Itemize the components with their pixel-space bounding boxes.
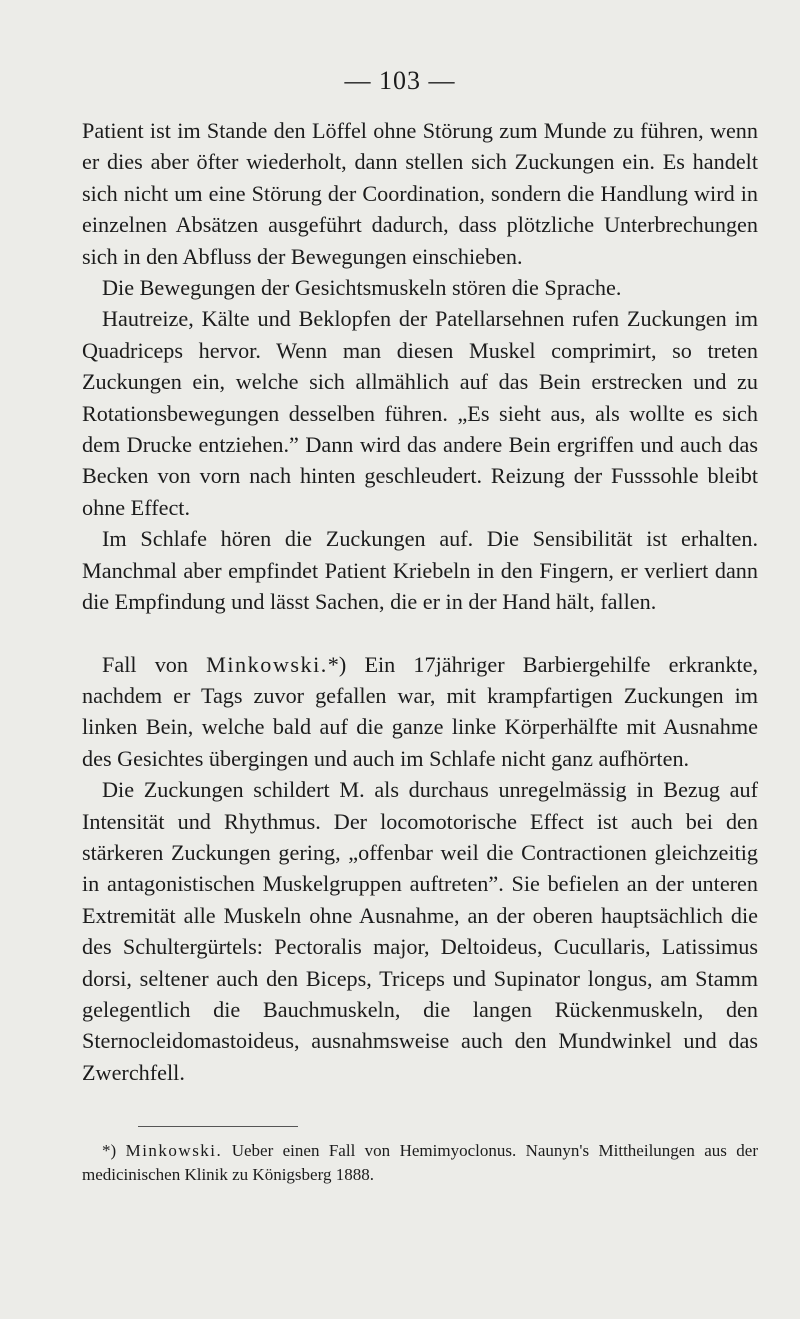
main-text bbox=[82, 115, 758, 1088]
paragraph-4: Im Schlafe hören die Zuckungen auf. Die Sensibilität ist erhalten. Manchmal aber empfindet Patient Kriebeln in den Fingern, er verliert dann die Empfindung und lässt Sachen, die er in der Hand hält, fallen. bbox=[82, 526, 758, 615]
case-description: Ein 17jähriger Barbiergehilfe erkrankte, nachdem er Tags zuvor gefallen war, mit krampfartigen Zuckungen im linken Bein, welche bald auf die ganze linke Körperhälfte mit Ausnahme des Gesichtes übergingen und auch im Schlafe nicht ganz aufhörten. bbox=[82, 651, 758, 771]
footnote-marker: *) bbox=[102, 1141, 117, 1160]
paragraph-1: Patient ist im Stande den Löffel ohne Störung zum Munde zu führen, wenn er dies aber öfter wiederholt, dann stellen sich Zuckungen ein. Es handelt sich nicht um eine Störung der Coordination, sondern die Handlung wird in einzelnen Absätzen ausgeführt dadurch, dass plötzliche Unterbrechungen sich in den Abfluss der Bewegungen einschieben. bbox=[82, 118, 758, 269]
paragraph-2: Die Bewegungen der Gesichtsmuskeln stören die Sprache. bbox=[102, 275, 622, 301]
footnote bbox=[82, 1139, 758, 1187]
page-number-header: — 103 — bbox=[344, 66, 456, 95]
footnote-author: Minkowski. bbox=[125, 1141, 223, 1160]
case-prefix: Fall von bbox=[102, 651, 207, 677]
case-author-name: Minkowski. bbox=[206, 651, 328, 677]
paragraph-3: Hautreize, Kälte und Beklopfen der Patellarsehnen rufen Zuckungen im Quadriceps hervor. Wenn man diesen Muskel comprimirt, so treten Zuckungen ein, welche sich allmählich auf das Bein erstrecken und zu Rotationsbewegungen desselben führen. „Es sieht aus, als wollte es sich dem Drucke entziehen.” Dann wird das andere Bein ergriffen und auch das Becken von vorn nach hinten geschleudert. Reizung der Fusssohle bleibt ohne Effect. bbox=[82, 306, 758, 520]
footnote-divider bbox=[138, 1126, 298, 1127]
paragraph-6: Die Zuckungen schildert M. als durchaus unregelmässig in Bezug auf Intensität und Rhythmus. Der locomotorische Effect ist auch bei den stärkeren Zuckungen gering, „offenbar weil die Contractionen gleichzeitig in antagonistischen Muskelgruppen auftreten”. Sie befielen an der unteren Extremität alle Muskeln ohne Ausnahme, an der oberen hauptsächlich die des Schultergürtels: Pectoralis major, Deltoideus, Cucullaris, Latissimus dorsi, seltener auch den Biceps, Triceps und Supinator longus, am Stamm gelegentlich die Bauchmuskeln, die langen Rückenmuskeln, den Sternocleidomastoideus, ausnahmsweise auch den Mundwinkel und das Zwerchfell. bbox=[82, 777, 758, 1085]
footnote-text: Ueber einen Fall von Hemimyoclonus. Naunyn's Mittheilungen aus der medicinischen Klinik zu Königsberg 1888. bbox=[82, 1141, 759, 1184]
paragraph-5 bbox=[82, 649, 758, 775]
footnote-reference: *) bbox=[327, 651, 347, 677]
